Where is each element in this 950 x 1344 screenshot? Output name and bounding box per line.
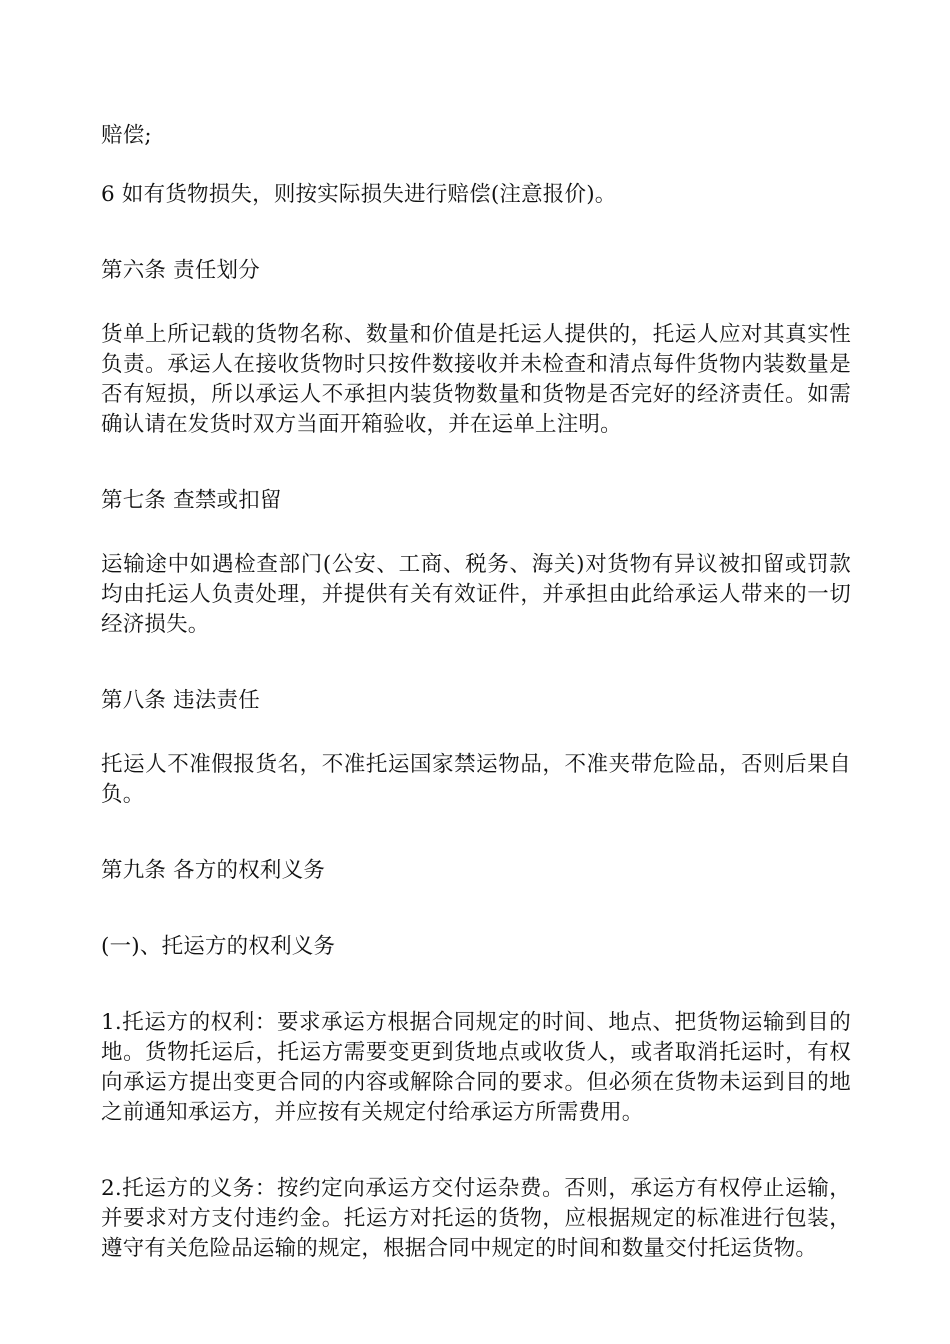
heading-shipper-rights: (一)、托运方的权利义务 xyxy=(101,934,336,959)
heading-article-9: 第九条 各方的权利义务 xyxy=(101,858,326,883)
heading-article-6: 第六条 责任划分 xyxy=(101,258,260,283)
paragraph-article-6: 货单上所记载的货物名称、数量和价值是托运人提供的，托运人应对其真实性负责。承运人在接收货物时只按件数接收并未检查和清点每件货物内装数量是否有短损，所以承运人不承担内装货物数量和货物是否完好的经济责任。如需确认请在发货时双方当面开箱验收，并在运单上注明。 xyxy=(101,322,851,437)
paragraph-article-8: 托运人不准假报货名，不准托运国家禁运物品，不准夹带危险品，否则后果自负。 xyxy=(101,752,851,807)
paragraph-compensation-end: 赔偿; xyxy=(101,123,152,148)
heading-article-7: 第七条 查禁或扣留 xyxy=(101,488,282,513)
paragraph-article-7: 运输途中如遇检查部门(公安、工商、税务、海关)对货物有异议被扣留或罚款均由托运人负责处理，并提供有关有效证件，并承担由此给承运人带来的一切经济损失。 xyxy=(101,552,851,637)
paragraph-loss-compensation: 6 如有货物损失，则按实际损失进行赔偿(注意报价)。 xyxy=(101,182,617,207)
heading-article-8: 第八条 违法责任 xyxy=(101,688,260,713)
paragraph-shipper-rights: 1.托运方的权利：要求承运方根据合同规定的时间、地点、把货物运输到目的地。货物托运后，托运方需要变更到货地点或收货人，或者取消托运时，有权向承运方提出变更合同的内容或解除合同的要求。但必须在货物未运到目的地之前通知承运方，并应按有关规定付给承运方所需费用。 xyxy=(101,1010,851,1125)
paragraph-shipper-obligations: 2.托运方的义务：按约定向承运方交付运杂费。否则，承运方有权停止运输，并要求对方支付违约金。托运方对托运的货物，应根据规定的标准进行包装，遵守有关危险品运输的规定，根据合同中规定的时间和数量交付托运货物。 xyxy=(101,1176,851,1261)
document-page xyxy=(101,121,851,1264)
